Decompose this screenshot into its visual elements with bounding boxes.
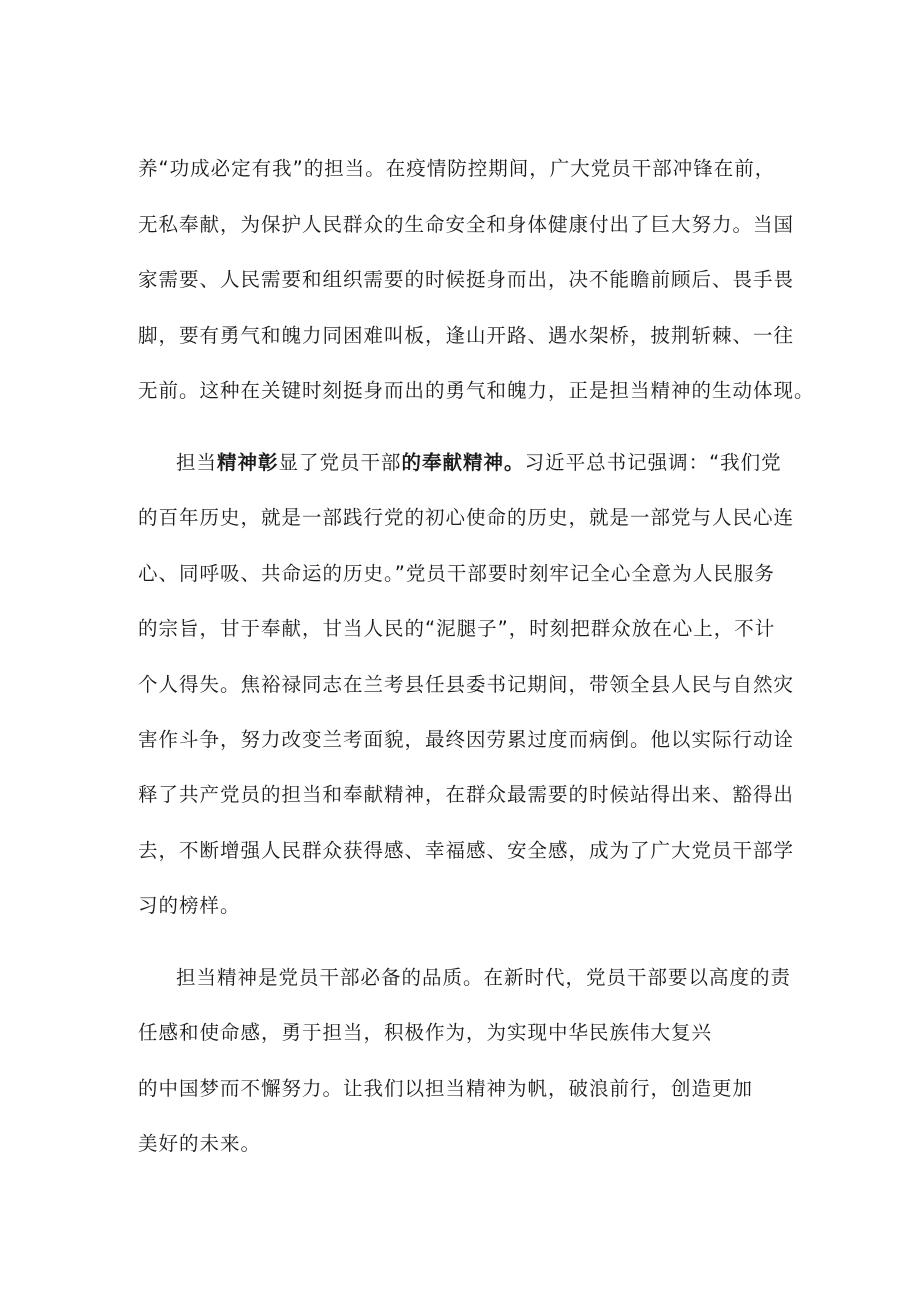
text-line: 释了共产党员的担当和奉献精神，在群众最需要的时候站得出来、豁得出 (138, 783, 795, 806)
text-line: 去，不断增强人民群众获得感、幸福感、安全感，成为了广大党员干部学 (138, 839, 795, 862)
paragraph-first-line: 担当精神是党员干部必备的品质。在新时代，党员干部要以高度的责 (176, 966, 792, 989)
text-line: 无前。这种在关键时刻挺身而出的勇气和魄力，正是担当精神的生动体现。 (138, 379, 815, 402)
text-segment: 习近平总书记强调：“我们党 (524, 451, 782, 474)
text-line: 的百年历史，就是一部践行党的初心使命的历史，就是一部党与人民心连 (138, 506, 795, 529)
text-line: 个人得失。焦裕禄同志在兰考县任县委书记期间，带领全县人民与自然灾 (138, 673, 795, 696)
text-line: 无私奉献，为保护人民群众的生命安全和身体健康付出了巨大努力。当国 (138, 213, 795, 236)
text-line: 美好的未来。 (138, 1132, 262, 1155)
text-segment: 显了党员干部 (278, 451, 402, 474)
text-line: 家需要、人民需要和组织需要的时候挺身而出，决不能瞻前顾后、畏手畏 (138, 268, 795, 291)
text-line: 脚，要有勇气和魄力同困难叫板，逢山开路、遇水架桥，披荆斩棘、一往 (138, 324, 795, 347)
text-segment: 担当 (176, 451, 218, 474)
text-line: 养“功成必定有我”的担当。在疫情防控期间，广大党员干部冲锋在前， (138, 157, 776, 180)
text-line: 的宗旨，甘于奉献，甘当人民的“泥腿子”，时刻把群众放在心上，不计 (138, 617, 776, 640)
bold-text-segment: 精神彰 (217, 451, 279, 474)
bold-text-segment: 的奉献精神。 (401, 451, 525, 474)
text-line: 害作斗争，努力改变兰考面貌，最终因劳累过度而病倒。他以实际行动诠 (138, 728, 795, 751)
text-line: 习的榜样。 (138, 894, 241, 917)
text-line: 的中国梦而不懈努力。让我们以担当精神为帆，破浪前行，创造更加 (138, 1077, 754, 1100)
paragraph-first-line (176, 451, 782, 475)
text-line: 心、同呼吸、共命运的历史。”党员干部要时刻牢记全心全意为人民服务 (138, 562, 775, 585)
text-line: 任感和使命感，勇于担当，积极作为，为实现中华民族伟大复兴 (138, 1021, 713, 1044)
